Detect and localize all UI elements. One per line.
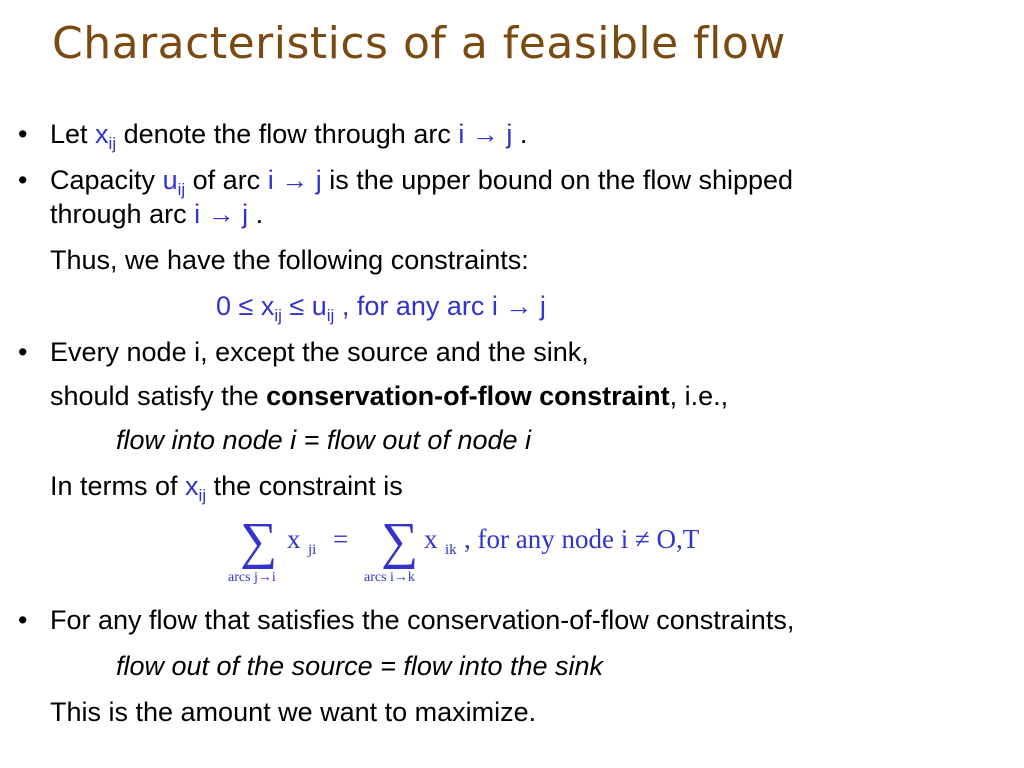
text: should satisfy the (50, 381, 267, 411)
capacity-constraint (216, 290, 546, 332)
line-every-node: Every node i, except the source and the sink, (50, 337, 589, 367)
subscript-ji: ji (308, 542, 317, 558)
text: denote the flow through arc (116, 119, 459, 149)
text: ≤ u (281, 291, 327, 321)
var-x: x (424, 524, 438, 554)
arc-i-j: i → j (458, 119, 513, 149)
var-x: x (185, 471, 199, 501)
line-maximize: This is the amount we want to maximize. (50, 697, 537, 727)
var-x: x (287, 524, 301, 554)
slide-title: Characteristics of a feasible flow (52, 18, 786, 69)
subscript-ij: ij (108, 134, 117, 153)
subscript-ij: ij (177, 180, 186, 199)
var-u: u (162, 165, 178, 195)
subscript-ij: ij (198, 486, 207, 505)
sum-symbol-right: ∑ (381, 513, 419, 570)
text: 0 ≤ x (216, 291, 275, 321)
subscript-ij: ij (274, 306, 282, 325)
equals-sign: = (333, 524, 349, 554)
text: Capacity (50, 165, 163, 195)
text: the constraint is (206, 471, 403, 501)
bullet-marker: • (18, 337, 28, 367)
var-x: x (95, 119, 109, 149)
conservation-term: conservation-of-flow constraint (266, 381, 670, 411)
sum-index-right: arcs i→k (364, 570, 415, 585)
bullet-marker: • (18, 119, 28, 149)
line-in-terms-of (50, 470, 403, 512)
text: through arc (50, 199, 195, 229)
arc-i-j: i → j (267, 165, 322, 195)
text: . (512, 119, 528, 149)
text: , i.e., (669, 381, 729, 411)
text: Let (50, 119, 96, 149)
arc-i-j: i → j (194, 199, 249, 229)
text: . (248, 199, 264, 229)
equation-condition: , for any node i ≠ O,T (464, 524, 700, 554)
subscript-ik: ik (445, 542, 457, 558)
text: , for any arc i → j (334, 291, 546, 321)
line-through-arc (50, 198, 263, 230)
text: of arc (185, 165, 268, 195)
bullet-marker: • (18, 165, 28, 195)
source-equals-sink: flow out of the source = flow into the sink (116, 651, 604, 681)
line-any-flow: For any flow that satisfies the conservation-of-flow constraints, (50, 605, 795, 635)
line-conservation (50, 380, 728, 412)
text: is the upper bound on the flow shipped (321, 165, 794, 195)
line-let-xij (50, 118, 527, 160)
text: In terms of (50, 471, 186, 501)
sum-index-left: arcs j→i (228, 570, 276, 585)
flow-into-equals-out: flow into node i = flow out of node i (116, 425, 532, 455)
sum-symbol-left: ∑ (240, 513, 278, 570)
subscript-ij: ij (326, 306, 335, 325)
bullet-marker: • (18, 605, 28, 635)
line-constraints-intro: Thus, we have the following constraints: (50, 245, 529, 275)
